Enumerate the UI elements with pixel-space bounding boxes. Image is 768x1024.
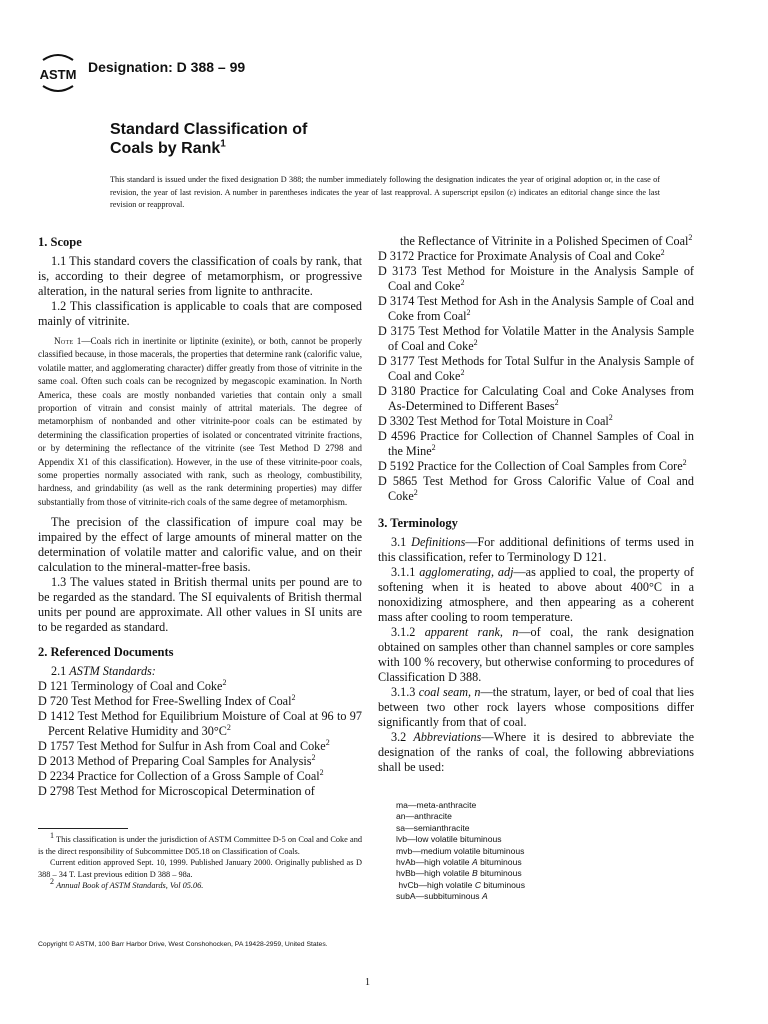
reference-footnote-ref: 2 bbox=[413, 487, 418, 497]
reference-title: Test Methods for Total Sulfur in the Analysis Sample of Coal and Coke bbox=[388, 354, 694, 383]
title-line-2: Coals by Rank bbox=[110, 140, 221, 157]
reference-footnote-ref: 2 bbox=[460, 277, 465, 287]
reference-title: Test Method for Total Moisture in Coal bbox=[417, 414, 609, 428]
reference-item bbox=[38, 784, 362, 799]
reference-list-left bbox=[38, 679, 362, 799]
reference-item bbox=[378, 324, 694, 354]
reference-title: Practice for Collection of a Gross Sample of Coal bbox=[77, 769, 320, 784]
svg-text:ASTM: ASTM bbox=[39, 67, 77, 82]
reference-footnote-ref: 2 bbox=[226, 723, 231, 733]
astm-logo-icon bbox=[37, 48, 79, 98]
reference-code: D 3302 bbox=[378, 414, 415, 428]
reference-footnote-ref: 2 bbox=[466, 307, 471, 317]
reference-code: D 1757 bbox=[38, 739, 75, 754]
reference-code: D 3174 bbox=[378, 294, 415, 308]
reference-item bbox=[38, 739, 362, 754]
reference-title: Test Method for Gross Calorific Value of Coal and Coke bbox=[388, 474, 694, 503]
reference-continuation: the Reflectance of Vitrinite in a Polished Specimen of Coal$^2$ bbox=[400, 232, 693, 248]
reference-code: D 3175 bbox=[378, 324, 415, 338]
designation: Designation: D 388 – 99 bbox=[88, 59, 246, 75]
reference-title: Practice for Proximate Analysis of Coal and Coke bbox=[417, 249, 661, 263]
reference-item bbox=[38, 694, 362, 709]
reference-footnote-ref: 2 bbox=[222, 678, 227, 688]
reference-code: D 2013 bbox=[38, 754, 75, 769]
reference-item bbox=[378, 354, 694, 384]
reference-item bbox=[38, 769, 362, 784]
reference-item bbox=[38, 709, 362, 739]
reference-item bbox=[378, 474, 694, 504]
reference-footnote-ref: 2 bbox=[554, 397, 559, 407]
paragraph-precision: The precision of the classification of impure coal may be impaired by the effect of large amounts of mineral matter on the determination of volatile matter and calorific value, and on their calculation to the mineral-matter-free basis. bbox=[38, 515, 362, 575]
paragraph-3-1-2: 3.1.2 apparent rank, n—of coal, the rank designation obtained on samples other than channel samples or core samples with 100 % recovery, but otherwise conforming to procedures of Classification D 388. bbox=[378, 625, 694, 684]
issuance-statement: This standard is issued under the fixed designation D 388; the number immediately following the designation indicates the year of original adoption or, in the case of revision, the year of last revision. A number in parentheses indicates the year of last reapproval. A superscript epsilon (ε) indicates an editorial change since the last revision or reapproval. bbox=[110, 175, 660, 209]
reference-title: Practice for Collection of Channel Samples of Coal in the Mine bbox=[388, 429, 694, 458]
reference-footnote-ref: 2 bbox=[431, 442, 436, 452]
reference-item bbox=[378, 264, 694, 294]
reference-code: D 121 bbox=[38, 679, 69, 694]
reference-item bbox=[378, 414, 694, 429]
paragraph-3-2: 3.2 Abbreviations—Where it is desired to abbreviate the designation of the ranks of coal, the following abbreviations shall be used: bbox=[378, 730, 694, 774]
abbreviation-item: lvb—low volatile bituminous bbox=[396, 834, 502, 845]
reference-item bbox=[38, 754, 362, 769]
note-text: 1—Coals rich in inertinite or liptinite (exinite), or both, cannot be properly classified because, in those macerals, the properties that determine rank (calorific value, volatile matter, and agglomerating character) differ greatly from those of vitrinite in the same coal. Often such coals can be recognized by megascopic examination. In North America, these coals are mostly nonbanded varieties that contain only a small proportion of vitrain and consist mainly of attrital materials. The degree of metamorphism of nonbanded and other vitrinite-poor coals can be estimated by determining the classification properties of isolated or concentrated vitrinite fractions, or by determining the reflectance of the vitrinite (see Test Method D 2798 and Appendix X1 of this classification). However, in the use of these vitrinite-poor coals, some properties normally associated with rank, such as rheology, combustibility, hardness, and grindability (as well as the rank determining properties) may differ substantially from those of vitrinite-rich coals of the same degree of metamorphism. bbox=[38, 336, 362, 507]
reference-title: Terminology of Coal and Coke bbox=[70, 679, 223, 694]
abbreviation-item: an—anthracite bbox=[396, 811, 452, 822]
reference-title: Method of Preparing Coal Samples for Analysis bbox=[77, 754, 312, 769]
reference-code: D 3180 bbox=[378, 384, 416, 398]
reference-footnote-ref: 2 bbox=[608, 412, 613, 422]
reference-title: Test Method for Equilibrium Moisture of Coal at 96 to 97 Percent Relative Humidity and 30°C bbox=[48, 709, 362, 739]
reference-title: Practice for the Collection of Coal Samples from Core bbox=[417, 459, 683, 473]
reference-code: D 2798 bbox=[38, 784, 75, 799]
reference-title: Test Method for Free-Swelling Index of Coal bbox=[70, 694, 292, 709]
note-label: Note bbox=[54, 336, 74, 346]
paragraph-3-1-1: 3.1.1 agglomerating, adj—as applied to coal, the property of softening when it is heated to above about 400°C in a nonoxidizing atmosphere, and then appearing as a coherent mass after cooling to room temperature. bbox=[378, 565, 694, 624]
paragraph-1-3: 1.3 The values stated in British thermal units per pound are to be regarded as the standard. The SI equivalents of British thermal units per pound are approximate. All other values in SI units are to be regarded as standard. bbox=[38, 575, 362, 635]
reference-code: D 5865 bbox=[378, 474, 418, 488]
reference-list-right bbox=[378, 249, 694, 504]
reference-item bbox=[378, 429, 694, 459]
reference-footnote-ref: 2 bbox=[682, 457, 687, 467]
footnotes bbox=[38, 831, 362, 892]
reference-item bbox=[38, 679, 362, 694]
paragraph-1-1: 1.1 This standard covers the classification of coals by rank, that is, according to their degree of metamorphism, or progressive alteration, in the natural series from lignite to anthracite. bbox=[38, 254, 362, 298]
reference-item bbox=[378, 384, 694, 414]
paragraph-1-2: 1.2 This classification is applicable to coals that are composed mainly of vitrinite. bbox=[38, 299, 362, 328]
right-column bbox=[378, 234, 694, 775]
footnote-1-edition: Current edition approved Sept. 10, 1999. Published January 2000. Originally published as D 388 – 34 T. Last previous edition D 388 – 98a. bbox=[38, 858, 362, 879]
reference-title: Test Method for Microscopical Determination of bbox=[77, 784, 315, 799]
reference-code: D 720 bbox=[38, 694, 69, 709]
left-column bbox=[38, 235, 362, 799]
subsection-astm-standards: 2.1 ASTM Standards: bbox=[51, 664, 156, 679]
paragraph-3-1-3: 3.1.3 coal seam, n—the stratum, layer, or bed of coal that lies between two other rock layers whose compositions differ significantly from that of coal. bbox=[378, 685, 695, 729]
reference-footnote-ref: 2 bbox=[660, 247, 665, 257]
reference-footnote-ref: 2 bbox=[319, 768, 324, 778]
reference-code: D 4596 bbox=[378, 429, 416, 443]
section-heading-referenced-documents: 2. Referenced Documents bbox=[38, 645, 174, 660]
reference-title: Test Method for Ash in the Analysis Sample of Coal and Coke from Coal bbox=[388, 294, 694, 323]
reference-footnote-ref: 2 bbox=[473, 337, 478, 347]
abbreviation-list bbox=[396, 800, 525, 903]
abbreviation-item: sa—semianthracite bbox=[396, 822, 470, 833]
reference-item bbox=[378, 294, 694, 324]
abbreviation-item: hvCb—high volatile C bituminous bbox=[396, 879, 525, 890]
reference-code: D 3177 bbox=[378, 354, 415, 368]
reference-code: D 5192 bbox=[378, 459, 415, 473]
abbreviation-item: ma—meta-anthracite bbox=[396, 800, 477, 810]
title-footnote-ref: 1 bbox=[220, 138, 226, 150]
reference-code: D 1412 bbox=[38, 709, 75, 724]
section-heading-scope: 1. Scope bbox=[38, 235, 82, 249]
abbreviation-item: hvBb—high volatile B bituminous bbox=[396, 868, 522, 879]
reference-code: D 3173 bbox=[378, 264, 417, 278]
section-heading-terminology: 3. Terminology bbox=[378, 516, 458, 530]
copyright-notice: Copyright © ASTM, 100 Barr Harbor Drive, West Conshohocken, PA 19428-2959, United States. bbox=[38, 941, 328, 948]
reference-footnote-ref: 2 bbox=[311, 753, 316, 763]
reference-title: Practice for Calculating Coal and Coke Analyses from As-Determined to Different Bases bbox=[388, 384, 694, 413]
note-1 bbox=[38, 335, 362, 509]
footnote-divider bbox=[38, 828, 128, 829]
reference-footnote-ref: 2 bbox=[291, 693, 296, 703]
abbreviation-item: mvb—medium volatile bituminous bbox=[396, 845, 525, 856]
reference-title: Test Method for Volatile Matter in the Analysis Sample of Coal and Coke bbox=[388, 324, 694, 353]
page-number: 1 bbox=[365, 977, 370, 988]
paragraph-3-1: 3.1 Definitions—For additional definitions of terms used in this classification, refer to Terminology D 121. bbox=[378, 535, 694, 564]
reference-title: Test Method for Moisture in the Analysis Sample of Coal and Coke bbox=[388, 264, 694, 293]
reference-footnote-ref: 2 bbox=[460, 367, 465, 377]
reference-title: Test Method for Sulfur in Ash from Coal and Coke bbox=[77, 739, 326, 754]
abbreviation-item: subA—subbituminous A bbox=[396, 891, 488, 902]
abbreviation-item: hvAb—high volatile A bituminous bbox=[396, 857, 522, 868]
reference-item bbox=[378, 459, 694, 474]
footnote-2: $^2$ Annual Book of ASTM Standards, Vol 05.06. bbox=[50, 877, 204, 891]
title-line-1: Standard Classification of bbox=[110, 121, 308, 138]
reference-footnote-ref: 2 bbox=[325, 738, 330, 748]
document-title bbox=[110, 120, 307, 158]
reference-item bbox=[378, 249, 694, 264]
reference-code: D 2234 bbox=[38, 769, 75, 784]
reference-code: D 3172 bbox=[378, 249, 415, 263]
footnote-1: $^1$ This classification is under the jurisdiction of ASTM Committee D-5 on Coal and Coke and is the direct responsibility of Subcommittee D05.18 on Classification of Coals. bbox=[38, 831, 362, 856]
